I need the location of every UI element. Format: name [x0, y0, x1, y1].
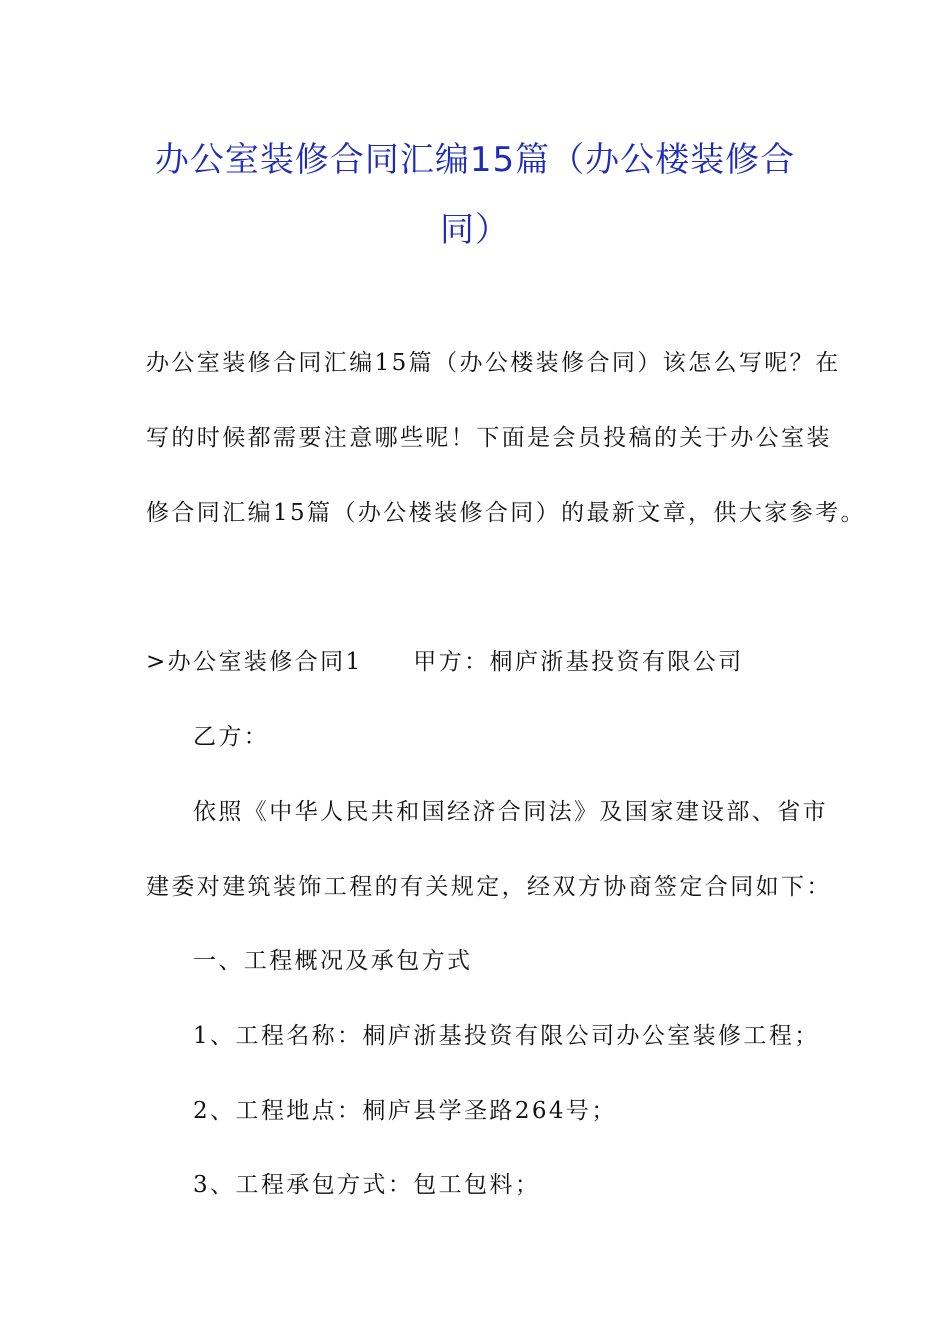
intro-paragraph-line-2: 写的时候都需要注意哪些呢！下面是会员投稿的关于办公室装 [146, 425, 832, 451]
basis-paragraph-line-2: 建委对建筑装饰工程的有关规定，经双方协商签定合同如下： [146, 874, 832, 900]
party-b-label: 乙方： [193, 724, 270, 750]
list-item-project-location: 2、工程地点：桐庐县学圣路264号； [193, 1098, 617, 1124]
list-item-project-name: 1、工程名称：桐庐浙基投资有限公司办公室装修工程； [193, 1023, 820, 1049]
intro-paragraph-line-1: 办公室装修合同汇编15篇（办公楼装修合同）该怎么写呢？在 [146, 350, 841, 376]
section-heading: >办公室装修合同1 甲方：桐庐浙基投资有限公司 [146, 649, 744, 675]
document-title-line-1: 办公室装修合同汇编15篇（办公楼装修合 [154, 140, 796, 180]
intro-paragraph-line-3: 修合同汇编15篇（办公楼装修合同）的最新文章，供大家参考。 [146, 500, 866, 526]
article-1-title: 一、工程概况及承包方式 [193, 948, 473, 974]
basis-paragraph-line-1: 依照《中华人民共和国经济合同法》及国家建设部、省市 [193, 799, 828, 825]
list-item-contract-method: 3、工程承包方式：包工包料； [193, 1172, 541, 1198]
document-title-line-2: 同） [440, 210, 510, 250]
